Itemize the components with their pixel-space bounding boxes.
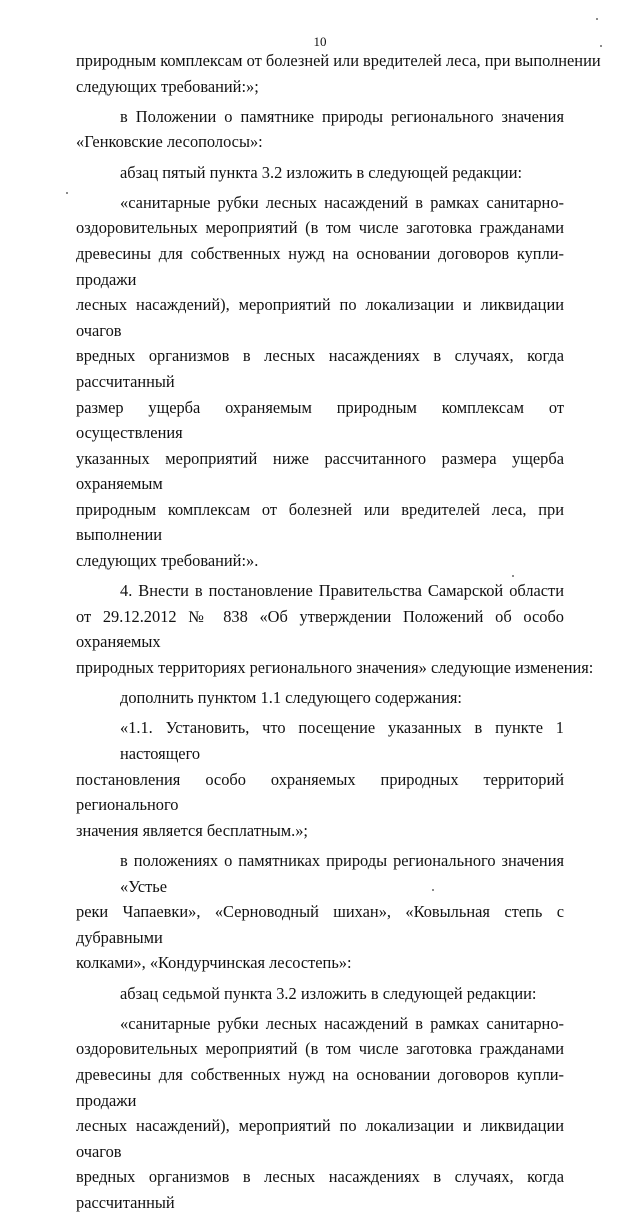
text-line: размер ущерба охраняемым природным комплексам от осуществления — [76, 397, 564, 443]
scan-speck — [66, 192, 68, 194]
text-line: «Генковские лесополосы»: — [76, 132, 263, 152]
text-line: «санитарные рубки лесных насаждений в рамках санитарно- — [120, 1013, 564, 1033]
text-line: абзац седьмой пункта 3.2 изложить в следующей редакции: — [120, 983, 537, 1003]
paragraph — [76, 848, 564, 976]
paragraph — [76, 48, 601, 99]
scan-speck — [600, 45, 602, 47]
text-line: значения является бесплатным.»; — [76, 820, 308, 840]
scan-speck — [432, 889, 434, 891]
text-line: оздоровительных мероприятий (в том числе заготовка гражданами — [76, 218, 564, 238]
text-line: лесных насаждений), мероприятий по локализации и ликвидации очагов — [76, 1116, 564, 1161]
text-line: колками», «Кондурчинская лесостепь»: — [76, 953, 352, 973]
paragraph — [76, 160, 564, 186]
text-line: природных территориях регионального значения» следующие изменения: — [76, 658, 594, 678]
paragraph — [76, 190, 564, 574]
page-number: 10 — [313, 34, 327, 49]
paragraph — [76, 981, 564, 1007]
text-line: абзац пятый пункта 3.2 изложить в следующей редакции: — [120, 162, 523, 182]
text-line: природным комплексам от болезней или вредителей леса, при выполнении — [76, 51, 601, 70]
text-line: от 29.12.2012 № 838 «Об утверждении Положений об особо охраняемых — [76, 606, 564, 652]
document-body — [76, 48, 601, 1215]
text-line: лесных насаждений), мероприятий по локализации и ликвидации очагов — [76, 295, 564, 340]
text-line: в Положении о памятнике природы регионального значения — [120, 106, 564, 126]
paragraph — [76, 104, 564, 155]
text-line: следующих требований:»; — [76, 76, 259, 96]
text-line: дополнить пунктом 1.1 следующего содержания: — [120, 688, 462, 708]
text-line: следующих требований:». — [76, 551, 259, 571]
text-line: указанных мероприятий ниже рассчитанного размера ущерба охраняемым — [76, 448, 564, 494]
text-line: «санитарные рубки лесных насаждений в рамках санитарно- — [120, 192, 564, 212]
text-line: природным комплексам от болезней или вредителей леса, при выполнении — [76, 499, 564, 545]
text-line: вредных организмов в лесных насаждениях в случаях, когда рассчитанный — [76, 1167, 564, 1212]
scan-speck — [596, 18, 598, 20]
text-line: древесины для собственных нужд на основании договоров купли-продажи — [76, 243, 564, 289]
text-line: древесины для собственных нужд на основании договоров купли-продажи — [76, 1064, 564, 1110]
scan-speck — [512, 575, 514, 577]
paragraph — [76, 578, 594, 680]
paragraph — [76, 685, 564, 711]
text-line: «1.1. Установить, что посещение указанных в пункте 1 настоящего — [120, 718, 564, 763]
paragraph — [76, 1011, 564, 1215]
text-line: оздоровительных мероприятий (в том числе заготовка гражданами — [76, 1039, 564, 1059]
text-line: реки Чапаевки», «Серноводный шихан», «Ковыльная степь с дубравными — [76, 902, 564, 947]
paragraph — [76, 715, 564, 843]
text-line: постановления особо охраняемых природных территорий регионального — [76, 769, 564, 815]
text-line: 4. Внести в постановление Правительства Самарской области — [120, 581, 564, 601]
text-line: вредных организмов в лесных насаждениях в случаях, когда рассчитанный — [76, 346, 564, 391]
text-line: в положениях о памятниках природы регионального значения «Устье — [120, 850, 564, 896]
